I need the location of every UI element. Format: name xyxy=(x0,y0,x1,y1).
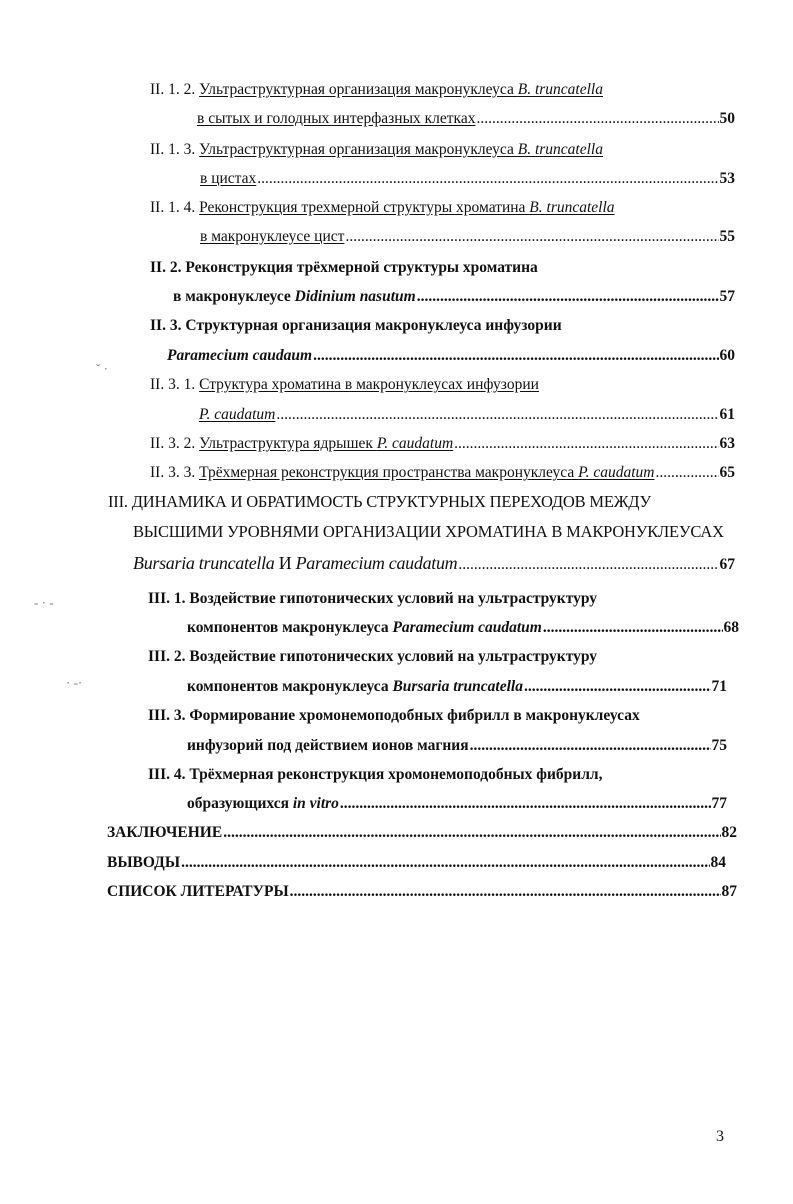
species-name: Paramecium caudaum xyxy=(167,347,313,364)
page-ref: 65 xyxy=(719,464,735,481)
leader-dots xyxy=(340,792,711,816)
entry-title: компонентов макронуклеуса xyxy=(187,619,393,636)
toc-entry-2-3-3[interactable] xyxy=(150,461,735,485)
entry-title: ВЫВОДЫ xyxy=(107,854,181,871)
entry-number: II. 1. 4. xyxy=(150,199,196,216)
entry-title: СПИСОК ЛИТЕРАТУРЫ xyxy=(107,883,289,900)
entry-title: Структурная организация макронуклеуса инфузории xyxy=(185,317,562,334)
species-name: P. caudatum xyxy=(578,464,655,481)
entry-title: компонентов макронуклеуса xyxy=(187,678,393,695)
toc-entry-2-3-cont[interactable] xyxy=(167,344,735,368)
species-name: Bursaria truncatella xyxy=(392,678,523,695)
toc-chapter-3-line2 xyxy=(133,520,738,544)
entry-title: ЗАКЛЮЧЕНИЕ xyxy=(107,824,223,841)
page-ref: 87 xyxy=(721,883,737,900)
toc-entry-3-1[interactable] xyxy=(148,587,628,611)
page-ref: 68 xyxy=(723,619,739,636)
entry-title: Ультраструктура ядрышек xyxy=(199,435,377,452)
toc-entry-2-2-cont[interactable] xyxy=(173,285,735,309)
entry-title: Реконструкция трехмерной структуры хроматина xyxy=(199,199,530,216)
species-name: Bursaria truncatella xyxy=(133,553,275,573)
toc-entry-2-3-1[interactable] xyxy=(150,373,580,397)
page-ref: 61 xyxy=(719,406,735,423)
entry-title: Трёхмерная реконструкция пространства макронуклеуса xyxy=(199,464,579,481)
leader-dots xyxy=(543,616,723,640)
leader-dots xyxy=(454,432,718,456)
entry-title: образующихся xyxy=(187,795,293,812)
toc-entry-2-1-2-cont[interactable] xyxy=(197,107,735,131)
page-ref: 60 xyxy=(719,347,735,364)
species-name: B. truncatella xyxy=(529,199,615,216)
toc-entry-2-3-2[interactable] xyxy=(150,432,735,456)
page-ref: 57 xyxy=(719,288,735,305)
entry-number: III. 2. xyxy=(148,648,186,665)
page-ref: 84 xyxy=(710,854,726,871)
leader-dots xyxy=(655,461,718,485)
page-ref: 82 xyxy=(721,824,737,841)
toc-entry-3-3[interactable] xyxy=(148,704,668,728)
species-name: B. truncatella xyxy=(517,81,603,98)
chapter-title: III. ДИНАМИКА И ОБРАТИМОСТЬ СТРУКТУРНЫХ ПЕРЕХОДОВ МЕЖДУ xyxy=(108,492,652,511)
entry-number: III. 3. xyxy=(148,707,186,724)
toc-entry-2-2[interactable] xyxy=(150,256,590,280)
toc-entry-2-1-4-cont[interactable] xyxy=(200,225,735,249)
entry-title: Ультраструктурная организация макронуклеуса xyxy=(199,81,518,98)
toc-entry-2-1-3[interactable] xyxy=(150,138,630,162)
species-name: P. caudatum xyxy=(376,435,454,452)
leader-dots xyxy=(476,107,718,131)
leader-dots xyxy=(276,403,718,427)
entry-title: Ультраструктурная организация макронуклеуса xyxy=(199,141,518,158)
toc-entry-references[interactable] xyxy=(107,880,737,904)
entry-title: инфузорий под действием ионов магния xyxy=(187,737,469,754)
species-name: Paramecium caudatum xyxy=(295,553,458,573)
toc-entry-3-2[interactable] xyxy=(148,645,628,669)
toc-entry-3-4-cont[interactable] xyxy=(187,792,727,816)
leader-dots xyxy=(345,225,718,249)
page-ref: 53 xyxy=(719,170,735,187)
toc-entry-findings[interactable] xyxy=(107,851,726,875)
entry-title: Реконструкция трёхмерной структуры хроматина xyxy=(185,259,538,276)
leader-dots xyxy=(290,880,721,904)
page-number: 3 xyxy=(716,1128,724,1145)
entry-number: III. 1. xyxy=(148,590,186,607)
leader-dots xyxy=(470,734,711,758)
entry-number: II. 1. 3. xyxy=(150,141,196,158)
toc-entry-2-1-3-cont[interactable] xyxy=(200,167,735,191)
species-name: P. caudatum xyxy=(199,406,276,423)
leader-dots xyxy=(524,675,711,699)
toc-entry-3-1-cont[interactable] xyxy=(187,616,739,640)
species-name: in vitro xyxy=(292,795,339,812)
entry-number: II. 1. 2. xyxy=(150,81,196,98)
leader-dots xyxy=(458,553,718,575)
toc-entry-2-3-1-cont[interactable] xyxy=(199,403,735,427)
scan-artifact: · -· xyxy=(66,675,83,690)
toc-entry-2-3[interactable] xyxy=(150,314,590,338)
entry-title: Формирование хромонемоподобных фибрилл в макронуклеусах xyxy=(189,707,640,724)
leader-dots xyxy=(313,344,718,368)
species-name: Paramecium caudatum xyxy=(392,619,542,636)
entry-title: Воздействие гипотонических условий на ультраструктуру xyxy=(189,648,598,665)
toc-entry-3-3-cont[interactable] xyxy=(187,734,727,758)
page-ref: 75 xyxy=(711,737,727,754)
page-ref: 50 xyxy=(719,110,735,127)
species-name: B. truncatella xyxy=(517,141,603,158)
toc-entry-conclusion[interactable] xyxy=(107,821,737,845)
page-ref: 63 xyxy=(719,435,735,452)
entry-title: Воздействие гипотонических условий на ультраструктуру xyxy=(189,590,598,607)
entry-title: Трёхмерная реконструкция хромонемоподобных фибрилл, xyxy=(189,766,603,783)
page-ref: 67 xyxy=(719,556,735,573)
page-ref: 77 xyxy=(711,795,727,812)
entry-title: в цистах xyxy=(200,170,257,187)
conjunction: И xyxy=(274,553,296,573)
leader-dots xyxy=(181,851,709,875)
page-ref: 55 xyxy=(719,228,735,245)
toc-entry-2-1-2[interactable] xyxy=(150,78,630,102)
entry-number: II. 3. xyxy=(150,317,182,334)
toc-chapter-3-line3[interactable] xyxy=(133,551,735,575)
species-name: Didinium nasutum xyxy=(294,288,416,305)
leader-dots xyxy=(417,285,719,309)
page-ref: 71 xyxy=(711,678,727,695)
scan-artifact: ˇ · xyxy=(96,361,108,376)
entry-number: III. 4. xyxy=(148,766,186,783)
leader-dots xyxy=(223,821,720,845)
toc-entry-3-4[interactable] xyxy=(148,763,618,787)
chapter-title: ВЫСШИМИ УРОВНЯМИ ОРГАНИЗАЦИИ ХРОМАТИНА В МАКРОНУКЛЕУСАХ xyxy=(133,522,724,541)
toc-entry-3-2-cont[interactable] xyxy=(187,675,727,699)
entry-title: в макронуклеусе xyxy=(173,288,295,305)
entry-number: II. 3. 1. xyxy=(150,376,196,393)
entry-number: II. 2. xyxy=(150,259,182,276)
entry-title: в сытых и голодных интерфазных клетках xyxy=(197,110,476,127)
leader-dots xyxy=(257,167,718,191)
entry-title: Структура хроматина в макронуклеусах инфузории xyxy=(199,376,539,393)
toc-chapter-3-line1[interactable] xyxy=(108,490,708,514)
entry-title: в макронуклеусе цист xyxy=(200,228,345,245)
entry-number: II. 3. 3. xyxy=(150,464,196,481)
scan-artifact: - · - xyxy=(34,595,54,610)
entry-number: II. 3. 2. xyxy=(150,435,196,452)
toc-entry-2-1-4[interactable] xyxy=(150,196,640,220)
